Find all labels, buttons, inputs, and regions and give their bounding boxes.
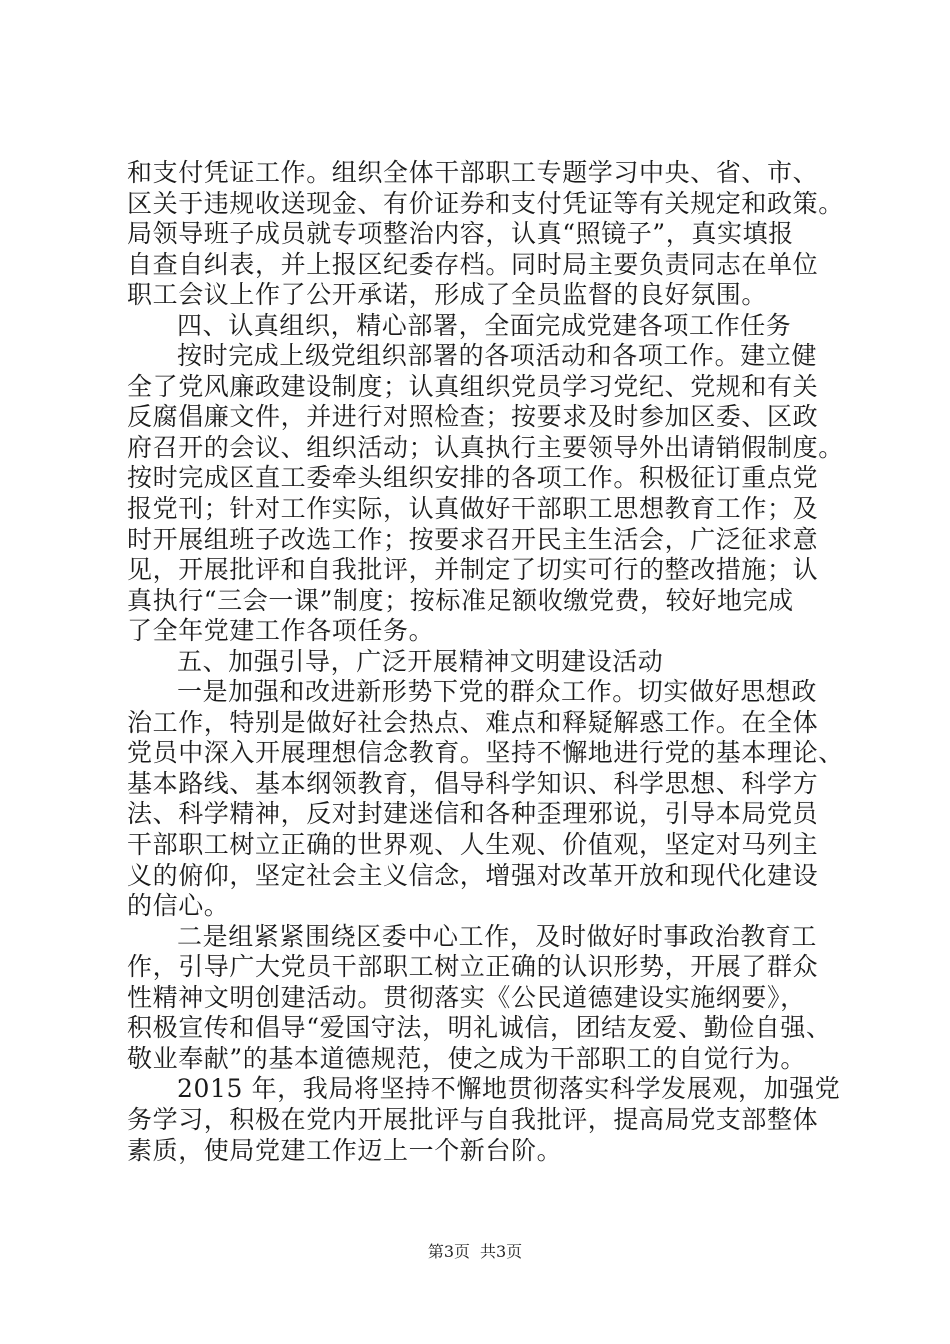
text-line: 二是组紧紧围绕区委中心工作，及时做好时事政治教育工 xyxy=(177,921,818,951)
text-line: 反腐倡廉文件，并进行对照检查；按要求及时参加区委、区政 xyxy=(127,402,819,432)
text-line: 务学习，积极在党内开展批评与自我批评，提高局党支部整体 xyxy=(127,1104,819,1134)
text-line: 党员中深入开展理想信念教育。坚持不懈地进行党的基本理论、 xyxy=(127,738,844,768)
text-line: 职工会议上作了公开承诺，形成了全员监督的良好氛围。 xyxy=(127,280,768,310)
text-line: 义的俯仰，坚定社会主义信念，增强对改革开放和现代化建设 xyxy=(127,860,819,890)
text-line: 一是加强和改进新形势下党的群众工作。切实做好思想政 xyxy=(177,677,818,707)
text-line: 时开展组班子改选工作；按要求召开民主生活会，广泛征求意 xyxy=(127,524,819,554)
text-line: 治工作，特别是做好社会热点、难点和释疑解惑工作。在全体 xyxy=(127,707,819,737)
text-line: 作，引导广大党员干部职工树立正确的认识形势，开展了群众 xyxy=(127,952,819,982)
text-line: 了全年党建工作各项任务。 xyxy=(127,616,435,646)
text-line: 敬业奉献”的基本道德规范，使之成为干部职工的自觉行为。 xyxy=(127,1043,806,1073)
text-line: 积极宣传和倡导“爱国守法，明礼诚信，团结友爱、勤俭自强、 xyxy=(127,1013,832,1043)
text-line: 五、加强引导，广泛开展精神文明建设活动 xyxy=(177,646,664,676)
text-line: 全了党风廉政建设制度；认真组织党员学习党纪、党规和有关 xyxy=(127,371,819,401)
text-line: 报党刊；针对工作实际，认真做好干部职工思想教育工作；及 xyxy=(127,494,819,524)
text-line: 区关于违规收送现金、有价证券和支付凭证等有关规定和政策。 xyxy=(127,188,844,218)
text-line: 见，开展批评和自我批评，并制定了切实可行的整改措施；认 xyxy=(127,555,819,585)
text-line: 基本路线、基本纲领教育，倡导科学知识、科学思想、科学方 xyxy=(127,768,819,798)
text-line: 真执行“三会一课”制度；按标准足额收缴党费，较好地完成 xyxy=(127,585,794,615)
document-body xyxy=(127,158,844,1166)
text-line: 府召开的会议、组织活动；认真执行主要领导外出请销假制度。 xyxy=(127,432,844,462)
text-line: 按时完成区直工委牵头组织安排的各项工作。积极征订重点党 xyxy=(127,463,819,493)
text-line: 四、认真组织，精心部署，全面完成党建各项工作任务 xyxy=(177,310,792,340)
text-line: 法、科学精神，反对封建迷信和各种歪理邪说，引导本局党员 xyxy=(127,799,819,829)
text-line: 局领导班子成员就专项整治内容，认真“照镜子”，真实填报 xyxy=(127,219,794,249)
text-line: 的信心。 xyxy=(127,891,230,921)
text-line: 性精神文明创建活动。贯彻落实《公民道德建设实施纲要》， xyxy=(127,982,806,1012)
text-line: 素质，使局党建工作迈上一个新台阶。 xyxy=(127,1135,563,1165)
text-line: 2015 年，我局将坚持不懈地贯彻落实科学发展观，加强党 xyxy=(177,1074,841,1104)
page-number: 第3页 xyxy=(427,1242,470,1261)
page-footer xyxy=(0,1242,950,1262)
page-total: 共3页 xyxy=(480,1242,523,1261)
text-line: 按时完成上级党组织部署的各项活动和各项工作。建立健 xyxy=(177,341,818,371)
text-line: 干部职工树立正确的世界观、人生观、价值观，坚定对马列主 xyxy=(127,830,819,860)
text-line: 自查自纠表，并上报区纪委存档。同时局主要负责同志在单位 xyxy=(127,249,819,279)
text-line: 和支付凭证工作。组织全体干部职工专题学习中央、省、市、 xyxy=(127,158,819,187)
